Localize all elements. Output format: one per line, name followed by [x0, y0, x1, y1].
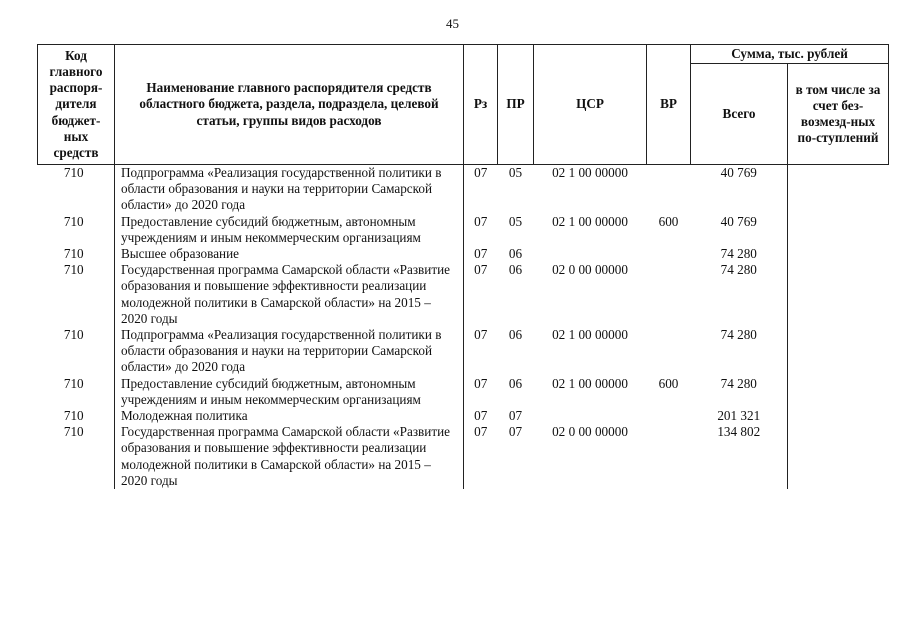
- cell-csr: 02 1 00 00000: [552, 213, 628, 229]
- cell-name: Предоставление субсидий бюджетным, автономным учреждениям и иным некоммерческим организациям: [115, 376, 464, 408]
- header-pr: ПР: [498, 45, 534, 165]
- cell-pr: 05: [508, 165, 523, 180]
- cell-pr: 06: [508, 327, 523, 343]
- cell-code: 710: [63, 327, 84, 343]
- cell-pr: 06: [508, 246, 523, 262]
- cell-vr: [647, 246, 691, 262]
- cell-free: [788, 262, 889, 327]
- cell-name: Подпрограмма «Реализация государственной политики в области образования и науки на территории Самарской области» до 2020 года: [115, 327, 464, 376]
- cell-total: 40 769: [720, 213, 757, 229]
- table-row: [38, 165, 889, 214]
- cell-code: 710: [63, 262, 84, 278]
- cell-code: 710: [63, 246, 84, 262]
- cell-free: [788, 214, 889, 246]
- table-row: [38, 262, 889, 327]
- header-free: в том числе за счет без-возмезд-ных по-ступлений: [788, 64, 889, 165]
- header-vr: ВР: [647, 45, 691, 165]
- cell-csr: 02 1 00 00000: [552, 165, 628, 180]
- cell-free: [788, 408, 889, 424]
- cell-rz: 07: [464, 376, 498, 408]
- cell-free: [788, 424, 889, 489]
- cell-csr: [534, 246, 647, 262]
- cell-name: Подпрограмма «Реализация государственной политики в области образования и науки на территории Самарской области» до 2020 года: [115, 165, 464, 214]
- cell-pr: 07: [508, 408, 523, 424]
- table-body: [38, 165, 889, 490]
- cell-csr: 02 0 00 00000: [552, 262, 628, 278]
- cell-pr: 07: [508, 424, 523, 440]
- cell-rz: 07: [464, 424, 498, 489]
- cell-code: 710: [63, 408, 84, 424]
- cell-vr: 600: [658, 213, 679, 229]
- cell-free: [788, 376, 889, 408]
- cell-total: 40 769: [720, 165, 757, 180]
- cell-pr: 05: [508, 213, 523, 229]
- cell-name: Государственная программа Самарской области «Развитие образования и повышение эффективности реализации молодежной политики в Самарской области» на 2015 – 2020 годы: [115, 262, 464, 327]
- cell-rz: 07: [464, 327, 498, 376]
- cell-vr: [647, 408, 691, 424]
- table-row: [38, 246, 889, 262]
- cell-csr: 02 0 00 00000: [552, 424, 628, 440]
- cell-pr: 06: [508, 262, 523, 278]
- header-csr: ЦСР: [534, 45, 647, 165]
- cell-csr: 02 1 00 00000: [552, 375, 628, 391]
- header-name: Наименование главного распорядителя средств областного бюджета, раздела, подраздела, целевой статьи, группы видов расходов: [115, 45, 464, 165]
- cell-rz: 07: [464, 246, 498, 262]
- cell-rz: 07: [464, 214, 498, 246]
- page-number: 45: [446, 16, 459, 31]
- cell-name: Предоставление субсидий бюджетным, автономным учреждениям и иным некоммерческим организациям: [115, 214, 464, 246]
- cell-free: [788, 165, 889, 214]
- cell-csr: [534, 408, 647, 424]
- cell-code: 710: [63, 424, 84, 440]
- table-row: [38, 424, 889, 489]
- table-header: [38, 45, 889, 165]
- cell-total: 74 280: [720, 262, 757, 278]
- cell-csr: 02 1 00 00000: [552, 327, 628, 343]
- cell-rz: 07: [464, 408, 498, 424]
- header-code: Код главного распоря-дителя бюджет-ных средств: [38, 45, 115, 165]
- header-sum: Сумма, тыс. рублей: [691, 45, 889, 64]
- cell-total: 201 321: [717, 408, 761, 424]
- cell-rz: 07: [464, 165, 498, 214]
- header-total: Всего: [691, 64, 788, 165]
- header-rz: Рз: [464, 45, 498, 165]
- cell-free: [788, 246, 889, 262]
- cell-pr: 06: [508, 375, 523, 391]
- cell-code: 710: [63, 375, 84, 391]
- cell-code: 710: [63, 213, 84, 229]
- cell-vr: [647, 262, 691, 327]
- cell-total: 134 802: [717, 424, 761, 440]
- cell-code: 710: [63, 165, 84, 180]
- table-row: [38, 408, 889, 424]
- cell-free: [788, 327, 889, 376]
- table-row: [38, 327, 889, 376]
- cell-vr: [647, 327, 691, 376]
- cell-rz: 07: [464, 262, 498, 327]
- cell-total: 74 280: [720, 375, 757, 391]
- table-row: [38, 376, 889, 408]
- cell-vr: 600: [658, 375, 679, 391]
- cell-vr: [647, 424, 691, 489]
- cell-name: Высшее образование: [115, 246, 464, 262]
- budget-table: [37, 44, 889, 489]
- cell-name: Государственная программа Самарской области «Развитие образования и повышение эффективности реализации молодежной политики в Самарской области» на 2015 – 2020 годы: [115, 424, 464, 489]
- cell-total: 74 280: [720, 246, 757, 262]
- cell-total: 74 280: [720, 327, 757, 343]
- cell-vr: [647, 165, 691, 214]
- table-row: [38, 214, 889, 246]
- cell-name: Молодежная политика: [115, 408, 464, 424]
